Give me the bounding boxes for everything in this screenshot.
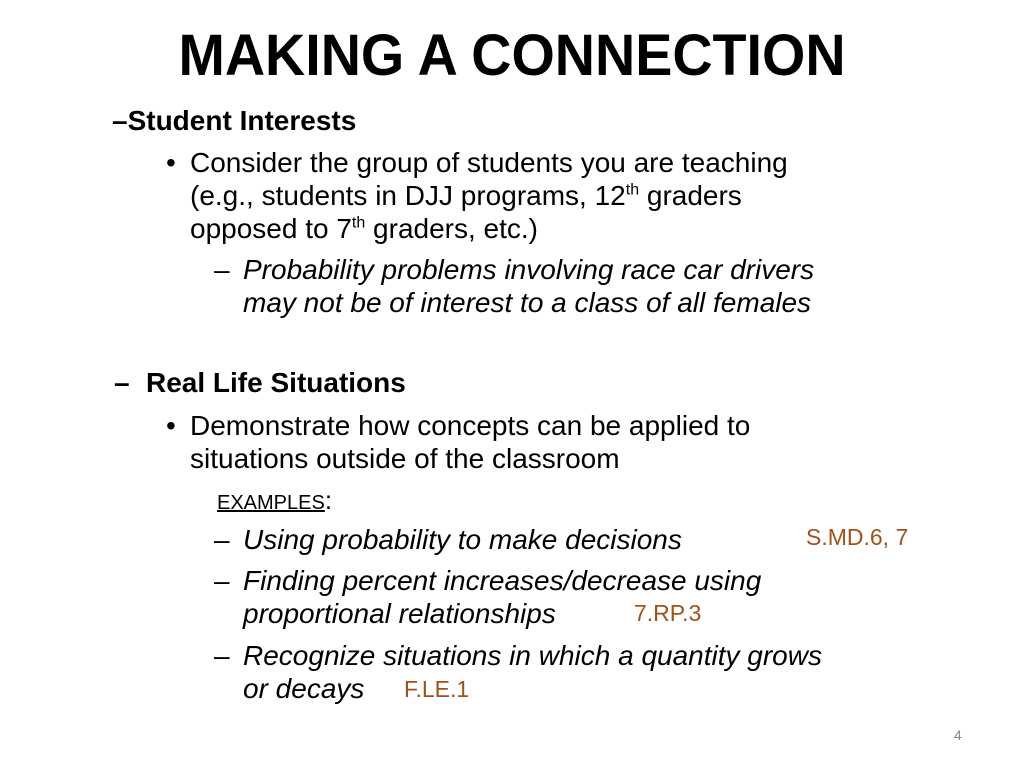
standard-label: S.MD.6, 7: [806, 524, 909, 550]
standard-label: 7.RP.3: [634, 600, 702, 626]
sub-dash-marker: –: [214, 254, 230, 285]
bullet-text-line-1: Consider the group of students you are teaching: [190, 147, 788, 178]
example-dash: –: [214, 524, 230, 555]
example-3-text-line-1: Recognize situations in which a quantity grows: [243, 640, 822, 671]
examples-label-text: EXAMPLES: [217, 492, 325, 514]
example-dash: –: [214, 565, 230, 596]
example-2-text-line-2: proportional relationships: [243, 598, 556, 629]
superscript: th: [625, 181, 640, 199]
section-student-interests-heading: [112, 104, 356, 138]
slide-title: MAKING A CONNECTION: [178, 23, 846, 88]
example-dash: –: [214, 640, 230, 671]
superscript: th: [351, 214, 366, 232]
bullet-text-line-2: situations outside of the classroom: [190, 443, 620, 474]
standard-label: F.LE.1: [404, 676, 470, 702]
bullet-text-line-1: Demonstrate how concepts can be applied to: [190, 410, 751, 441]
examples-colon: :: [324, 485, 333, 515]
dash-marker: –: [114, 367, 130, 398]
example-3-text-line-2: or decays: [243, 673, 365, 704]
text-segment: graders, etc.): [365, 213, 538, 244]
text-segment: (e.g., students in DJJ programs, 12: [190, 180, 626, 211]
heading-text: Student Interests: [127, 105, 357, 136]
text-segment: opposed to 7: [190, 213, 352, 244]
dash-marker: –: [112, 105, 128, 136]
section-real-life-heading: Real Life Situations: [146, 367, 406, 398]
bullet-marker: •: [166, 410, 176, 441]
example-1-text: Using probability to make decisions: [243, 524, 682, 555]
page-number: 4: [954, 727, 962, 743]
sub-text-line-2: may not be of interest to a class of all females: [243, 287, 812, 318]
example-2-text-line-1: Finding percent increases/decrease using: [243, 565, 762, 596]
bullet-text-line-3: [190, 212, 538, 245]
bullet-text-line-2: [190, 179, 742, 212]
examples-label: [217, 487, 332, 516]
bullet-marker: •: [166, 147, 176, 178]
text-segment: graders: [639, 180, 742, 211]
sub-text-line-1: Probability problems involving race car drivers: [243, 254, 815, 285]
